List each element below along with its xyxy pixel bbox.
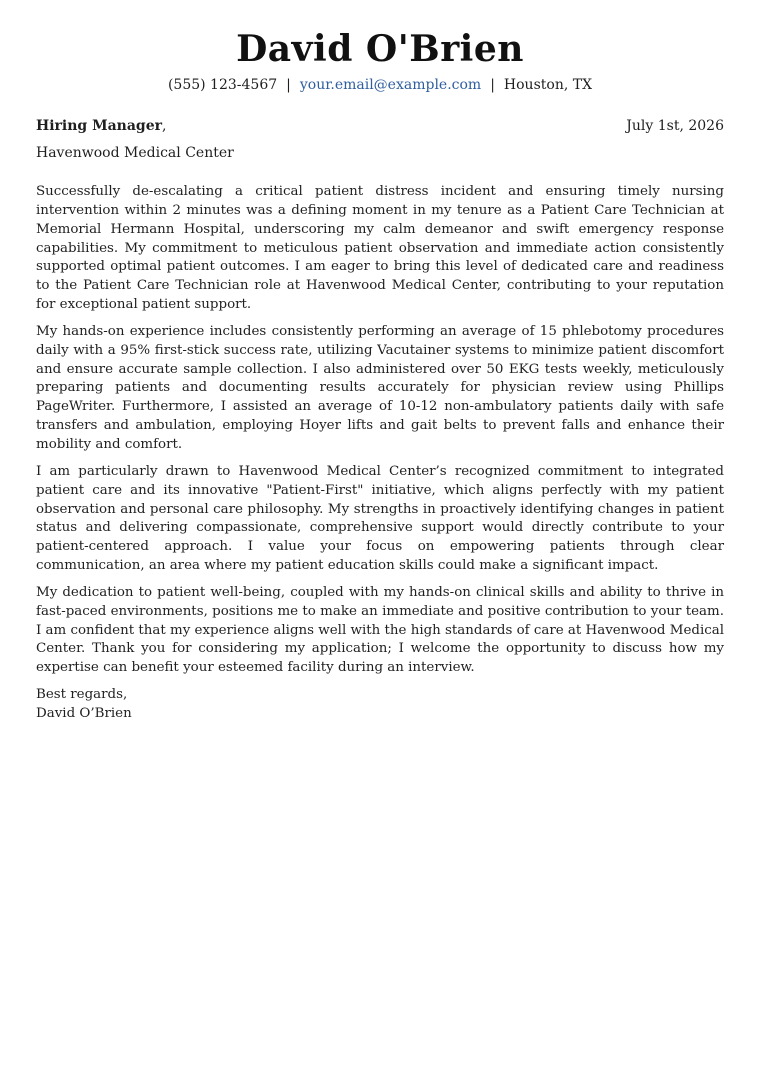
applicant-name: David O'Brien — [236, 28, 524, 70]
greeting — [36, 117, 166, 135]
body-paragraph: Successfully de-escalating a critical patient distress incident and ensuring timely nursing intervention within 2 minutes was a defining moment in my tenure as a Patient Care Technician at Memorial Hermann Hospital, underscoring my calm demeanor and swift emergency response capabilities. My commitment to meticulous patient observation and immediate action consistently supported optimal patient outcomes. I am eager to bring this level of dedicated care and readiness to the Patient Care Technician role at Havenwood Medical Center, contributing to your reputation for exceptional patient support. — [36, 184, 724, 313]
body-paragraph: My hands-on experience includes consistently performing an average of 15 phlebotomy procedures daily with a 95% first-stick success rate, utilizing Vacutainer systems to minimize patient discomfort and ensure accurate sample collection. I also administered over 50 EKG tests weekly, meticulously preparing patients and documenting results accurately for physician review using Phillips PageWriter. Furthermore, I assisted an average of 10-12 non-ambulatory patients daily with safe transfers and ambulation, employing Hoyer lifts and gait belts to prevent falls and enhance their mobility and comfort. — [36, 323, 724, 452]
recipient-row — [36, 117, 724, 135]
body-paragraph: I am particularly drawn to Havenwood Medical Center’s recognized commitment to integrated patient care and its innovative "Patient-First" initiative, which aligns perfectly with my patient observation and personal care philosophy. My strengths in proactively identifying changes in patient status and delivering compassionate, comprehensive support would directly contribute to your patient-centered approach. I value your focus on empowering patients through clear communication, an area where my patient education skills could make a significant impact. — [36, 463, 724, 574]
contact-separator: | — [286, 77, 291, 93]
contact-separator: | — [490, 77, 495, 93]
letter-body — [36, 183, 724, 678]
phone-number: (555) 123-4567 — [167, 77, 278, 93]
letter-closing — [36, 686, 724, 724]
letter-date: July 1st, 2026 — [626, 118, 724, 134]
closing-salutation: Best regards, — [36, 687, 128, 703]
location: Houston, TX — [503, 77, 593, 93]
contact-line — [36, 76, 724, 94]
recipient-company: Havenwood Medical Center — [36, 145, 234, 161]
letter-header — [36, 28, 724, 94]
body-paragraph: My dedication to patient well-being, coupled with my hands-on clinical skills and ability to thrive in fast-paced environments, positions me to make an immediate and positive contribution to your team. I am confident that my experience aligns well with the high standards of care at Havenwood Medical Center. Thank you for considering my application; I welcome the opportunity to discuss how my expertise can benefit your esteemed facility during an interview. — [36, 584, 724, 676]
email-link[interactable]: your.email@example.com — [299, 77, 482, 93]
recipient-title: Hiring Manager — [36, 118, 162, 134]
greeting-comma: , — [161, 118, 167, 134]
signature-name: David O’Brien — [36, 705, 132, 721]
